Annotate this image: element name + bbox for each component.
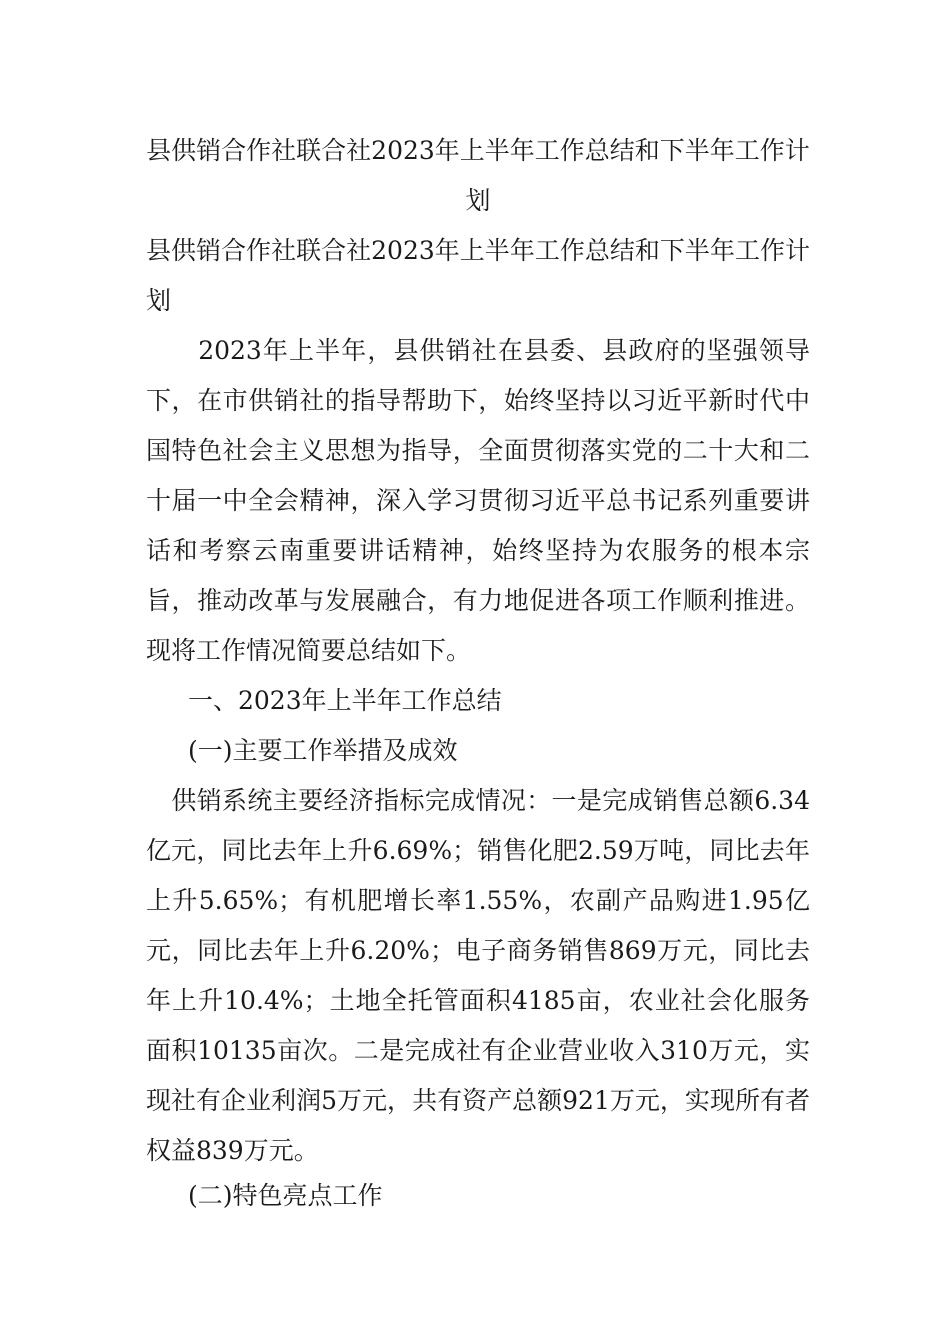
document-subtitle: 县供销合作社联合社2023年上半年工作总结和下半年工作计划: [146, 236, 810, 315]
subsection-2-heading: (二)特色亮点工作: [188, 1181, 383, 1210]
intro-paragraph: 2023年上半年，县供销社在县委、县政府的坚强领导下，在市供销社的指导帮助下，始终坚持以习近平新时代中国特色社会主义思想为指导，全面贯彻落实党的二十大和二十届一中全会精神，深入学习贯彻习近平总书记系列重要讲话和考察云南重要讲话精神，始终坚持为农服务的根本宗旨，推动改革与发展融合，有力地促进各项工作顺利推进。现将工作情况简要总结如下。: [146, 336, 810, 665]
section-1-heading: 一、2023年上半年工作总结: [188, 686, 502, 715]
subsection-1-heading: (一)主要工作举措及成效: [188, 736, 458, 765]
subsection-1-body: 供销系统主要经济指标完成情况：一是完成销售总额6.34亿元，同比去年上升6.69%；销售化肥2.59万吨，同比去年上升5.65%；有机肥增长率1.55%，农副产品购进1.95亿元，同比去年上升6.20%；电子商务销售869万元，同比去年上升10.4%；土地全托管面积4185亩，农业社会化服务面积10135亩次。二是完成社有企业营业收入310万元，实现社有企业利润5万元，共有资产总额921万元，实现所有者权益839万元。: [146, 786, 810, 1165]
document-title: 县供销合作社联合社2023年上半年工作总结和下半年工作计划: [146, 136, 810, 215]
